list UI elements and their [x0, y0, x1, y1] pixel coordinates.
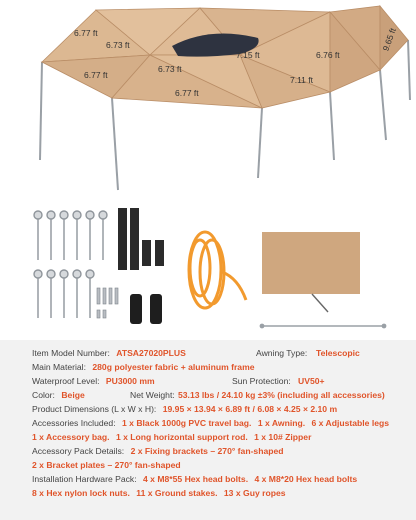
spec-row-hardware [32, 474, 361, 485]
dim-label: 7.11 ft [290, 75, 313, 85]
hardware-item: 4 x M8*20 Hex head bolts [254, 474, 358, 484]
accessory-item: 1 x Black 1000g PVC travel bag. [121, 418, 252, 428]
spec-label: Installation Hardware Pack: [32, 474, 137, 484]
spec-value: ATSA27020PLUS [116, 348, 186, 358]
specs-panel [0, 340, 416, 520]
dim-label: 6.76 ft [316, 50, 340, 60]
spec-row-waterproof [32, 376, 325, 387]
dim-label: 6.77 ft [84, 70, 108, 80]
guy-ropes [189, 232, 246, 308]
spec-value: Telescopic [316, 348, 360, 358]
spec-row-pack-2 [32, 460, 185, 471]
fixing-brackets [118, 208, 164, 270]
hardware-item: 13 x Guy ropes [223, 488, 286, 498]
spec-row-model [32, 348, 360, 359]
spec-row-pack [32, 446, 288, 457]
spec-value: PU3000 mm [105, 376, 155, 386]
hardware-bolts [97, 288, 118, 318]
dim-label: 7.15 ft [236, 50, 260, 60]
spec-row-accessories-2 [32, 432, 315, 443]
spec-label: Sun Protection: [232, 376, 291, 386]
accessory-item: 1 x Awning. [257, 418, 306, 428]
dim-label: 6.77 ft [175, 88, 199, 98]
ground-stakes [34, 211, 107, 318]
awning-canopy [42, 6, 408, 108]
spec-label: Color: [32, 390, 55, 400]
spec-value: UV50+ [298, 376, 325, 386]
spec-row-hardware-2 [32, 488, 290, 499]
accessory-item: 1 x Accessory bag. [32, 432, 110, 442]
spec-label: Item Model Number: [32, 348, 110, 358]
dim-label: 6.73 ft [158, 64, 182, 74]
spec-value: 19.95 × 13.94 × 6.89 ft / 6.08 × 4.25 × 2.10 m [162, 404, 338, 414]
hardware-item: 4 x M8*55 Hex head bolts. [143, 474, 249, 484]
spec-label: Net Weight: [130, 390, 175, 400]
strap-buckles [130, 294, 162, 324]
accessories-illustration [0, 200, 416, 340]
spec-row-material [32, 362, 259, 373]
accessory-item: 6 x Adjustable legs [311, 418, 390, 428]
spec-value: Beige [61, 390, 85, 400]
pack-item: 2 x Bracket plates – 270° fan-shaped [32, 460, 181, 470]
hardware-item: 8 x Hex nylon lock nuts. [32, 488, 130, 498]
awning-illustration [0, 0, 416, 200]
dim-label: 6.73 ft [106, 40, 130, 50]
spec-label: Product Dimensions (L x W x H): [32, 404, 157, 414]
spec-value: 280g polyester fabric + aluminum frame [92, 362, 255, 372]
dim-label: 6.77 ft [74, 28, 98, 38]
spec-row-dimensions [32, 404, 341, 415]
spec-row-accessories [32, 418, 393, 429]
dim-label: 9.65 ft [380, 26, 398, 53]
spec-label: Awning Type: [256, 348, 308, 358]
hardware-item: 11 x Ground stakes. [136, 488, 218, 498]
accessory-bag [262, 232, 360, 312]
spec-value: 53.13 lbs / 24.10 kg ±3% (including all accessories) [178, 390, 385, 400]
spec-label: Accessories Included: [32, 418, 116, 428]
spec-label: Waterproof Level: [32, 376, 100, 386]
spec-row-color-weight [32, 390, 385, 401]
accessory-item: 1 x Long horizontal support rod. [115, 432, 248, 442]
spec-label: Main Material: [32, 362, 86, 372]
pack-item: 2 x Fixing brackets – 270° fan-shaped [130, 446, 284, 456]
spec-label: Accessory Pack Details: [32, 446, 125, 456]
accessory-item: 1 x 10# Zipper [254, 432, 312, 442]
